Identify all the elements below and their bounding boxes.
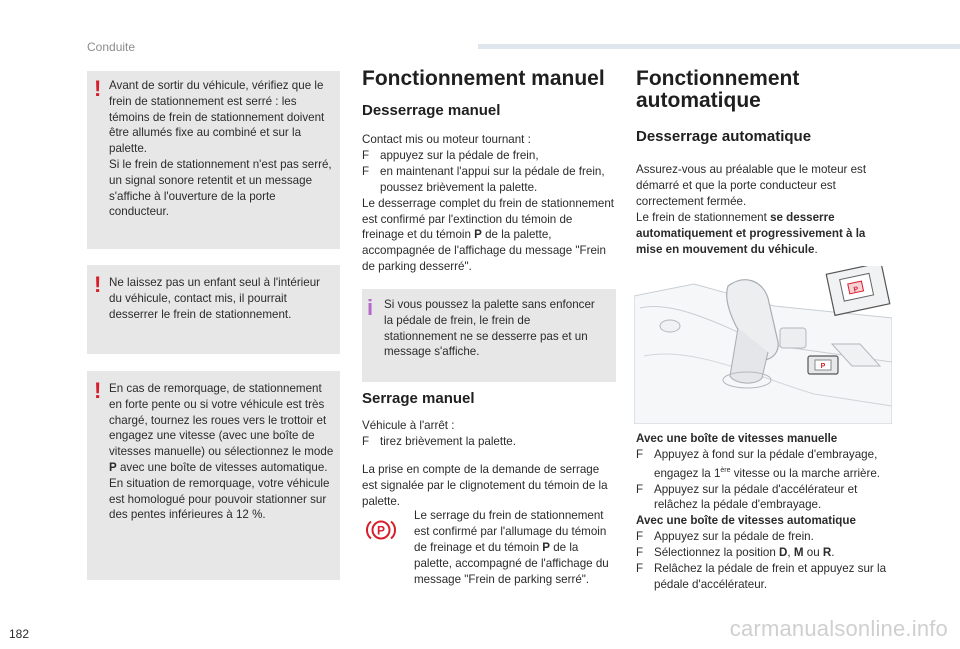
section-label: Conduite <box>87 40 136 54</box>
body-text: Le frein de stationnement se desserre automatiquement et progressivement à la mise en mouvement du véhicule. <box>636 210 866 256</box>
console-illustration <box>634 266 892 424</box>
warning-text: Si le frein de stationnement n'est pas serré, un signal sonore retentit et un message s'affiche à l'ouverture de la porte conducteur. <box>109 157 332 219</box>
subsection-heading: Desserrage automatique <box>636 128 812 145</box>
parking-brake-warning-icon <box>366 518 396 542</box>
info-box <box>362 289 616 382</box>
list-heading: Avec une boîte de vitesses manuelle <box>636 432 838 445</box>
list-item: F Sélectionnez la position D, M ou R. <box>636 546 835 560</box>
body-text: La prise en compte de la demande de serrage est signalée par le clignotement du témoin de la palette. <box>362 462 608 508</box>
bullet-icon: F <box>362 434 370 448</box>
warning-box-towing <box>87 371 340 580</box>
brake-icon-letter: P <box>376 523 386 538</box>
watermark: carmanualsonline.info <box>729 616 948 641</box>
subsection-heading: Serrage manuel <box>362 390 475 407</box>
subsection-heading: Desserrage manuel <box>362 102 501 119</box>
body-text: Assurez-vous au préalable que le moteur est démarré et que la porte conducteur est correctement fermée. <box>636 163 867 208</box>
list-item: F Appuyez sur la pédale d'accélérateur et relâchez la pédale d'embrayage. <box>636 482 858 512</box>
bullet-icon: F <box>636 530 644 544</box>
bullet-icon: F <box>362 148 370 162</box>
info-icon: i <box>367 295 374 320</box>
list-item: F appuyez sur la pédale de frein, <box>362 148 539 162</box>
warning-text: En cas de remorquage, de stationnement en forte pente ou si votre véhicule est très chargé, tournez les roues vers le trottoir et engagez une vitesse (avec une boîte de vitesses manuelle) ou sélectionnez le mode P avec une boîte de vitesses automatique. <box>109 382 334 474</box>
warning-text: Ne laissez pas un enfant seul à l'intérieur du véhicule, contact mis, il pourrait desserrer le frein de stationnement. <box>109 276 321 321</box>
bullet-icon: F <box>362 164 370 178</box>
info-text: Si vous poussez la palette sans enfoncer la pédale de frein, le frein de stationnement ne se desserre pas et un message s'affiche. <box>384 298 595 359</box>
apply-confirm <box>414 508 616 588</box>
svg-text:P: P <box>853 285 860 294</box>
section-title: Fonctionnement manuel <box>362 67 605 90</box>
list-item: F Appuyez à fond sur la pédale d'embrayage, engagez la 1ère vitesse ou la marche arrière. <box>636 447 881 480</box>
intro-text: Véhicule à l'arrêt : <box>362 419 455 432</box>
svg-text:P: P <box>820 363 826 370</box>
bullet-icon: F <box>636 447 644 461</box>
warning-box-exit <box>87 71 340 249</box>
gearbox-section <box>636 431 892 593</box>
list-item: F Appuyez sur la pédale de frein. <box>636 530 814 544</box>
body-text: Le serrage du frein de stationnement est confirmé par l'allumage du témoin de freinage et du témoin P de la palette, accompagné de l'affichage du message "Frein de parking serré". <box>414 509 609 586</box>
warning-box-child <box>87 265 340 354</box>
page-number: 182 <box>9 627 30 641</box>
warning-text: Avant de sortir du véhicule, vérifiez que le frein de stationnement est serré : les témoins de frein de stationnement doivent être allumés fixe au combiné et sur la palette. <box>109 79 325 156</box>
header-bar <box>478 44 960 49</box>
list-item: F Relâchez la pédale de frein et appuyez sur la pédale d'accélérateur. <box>636 562 887 592</box>
intro-text: Contact mis ou moteur tournant : <box>362 133 531 146</box>
body-text: Le desserrage complet du frein de stationnement est confirmé par l'extinction du témoin de freinage et du témoin P de la palette, accompagnée de l'affichage du message "Frein de parking desserré". <box>362 196 614 274</box>
bullet-icon: F <box>636 562 644 576</box>
apply-section <box>362 390 616 510</box>
list-item: F tirez brièvement la palette. <box>362 434 516 448</box>
automatic-section <box>636 68 886 257</box>
section-title: Fonctionnement automatique <box>636 67 800 112</box>
list-heading: Avec une boîte de vitesses automatique <box>636 514 856 528</box>
exclamation-icon: ! <box>94 76 102 101</box>
exclamation-icon: ! <box>94 272 102 297</box>
manual-section <box>362 68 616 275</box>
list-item: F en maintenant l'appui sur la pédale de frein, poussez brièvement la palette. <box>362 164 605 194</box>
exclamation-icon: ! <box>94 378 102 403</box>
bullet-icon: F <box>636 482 644 496</box>
warning-text: En situation de remorquage, votre véhicule est homologué pour pouvoir stationner sur des pentes inférieures à 12 %. <box>109 476 330 522</box>
bullet-icon: F <box>636 546 644 560</box>
